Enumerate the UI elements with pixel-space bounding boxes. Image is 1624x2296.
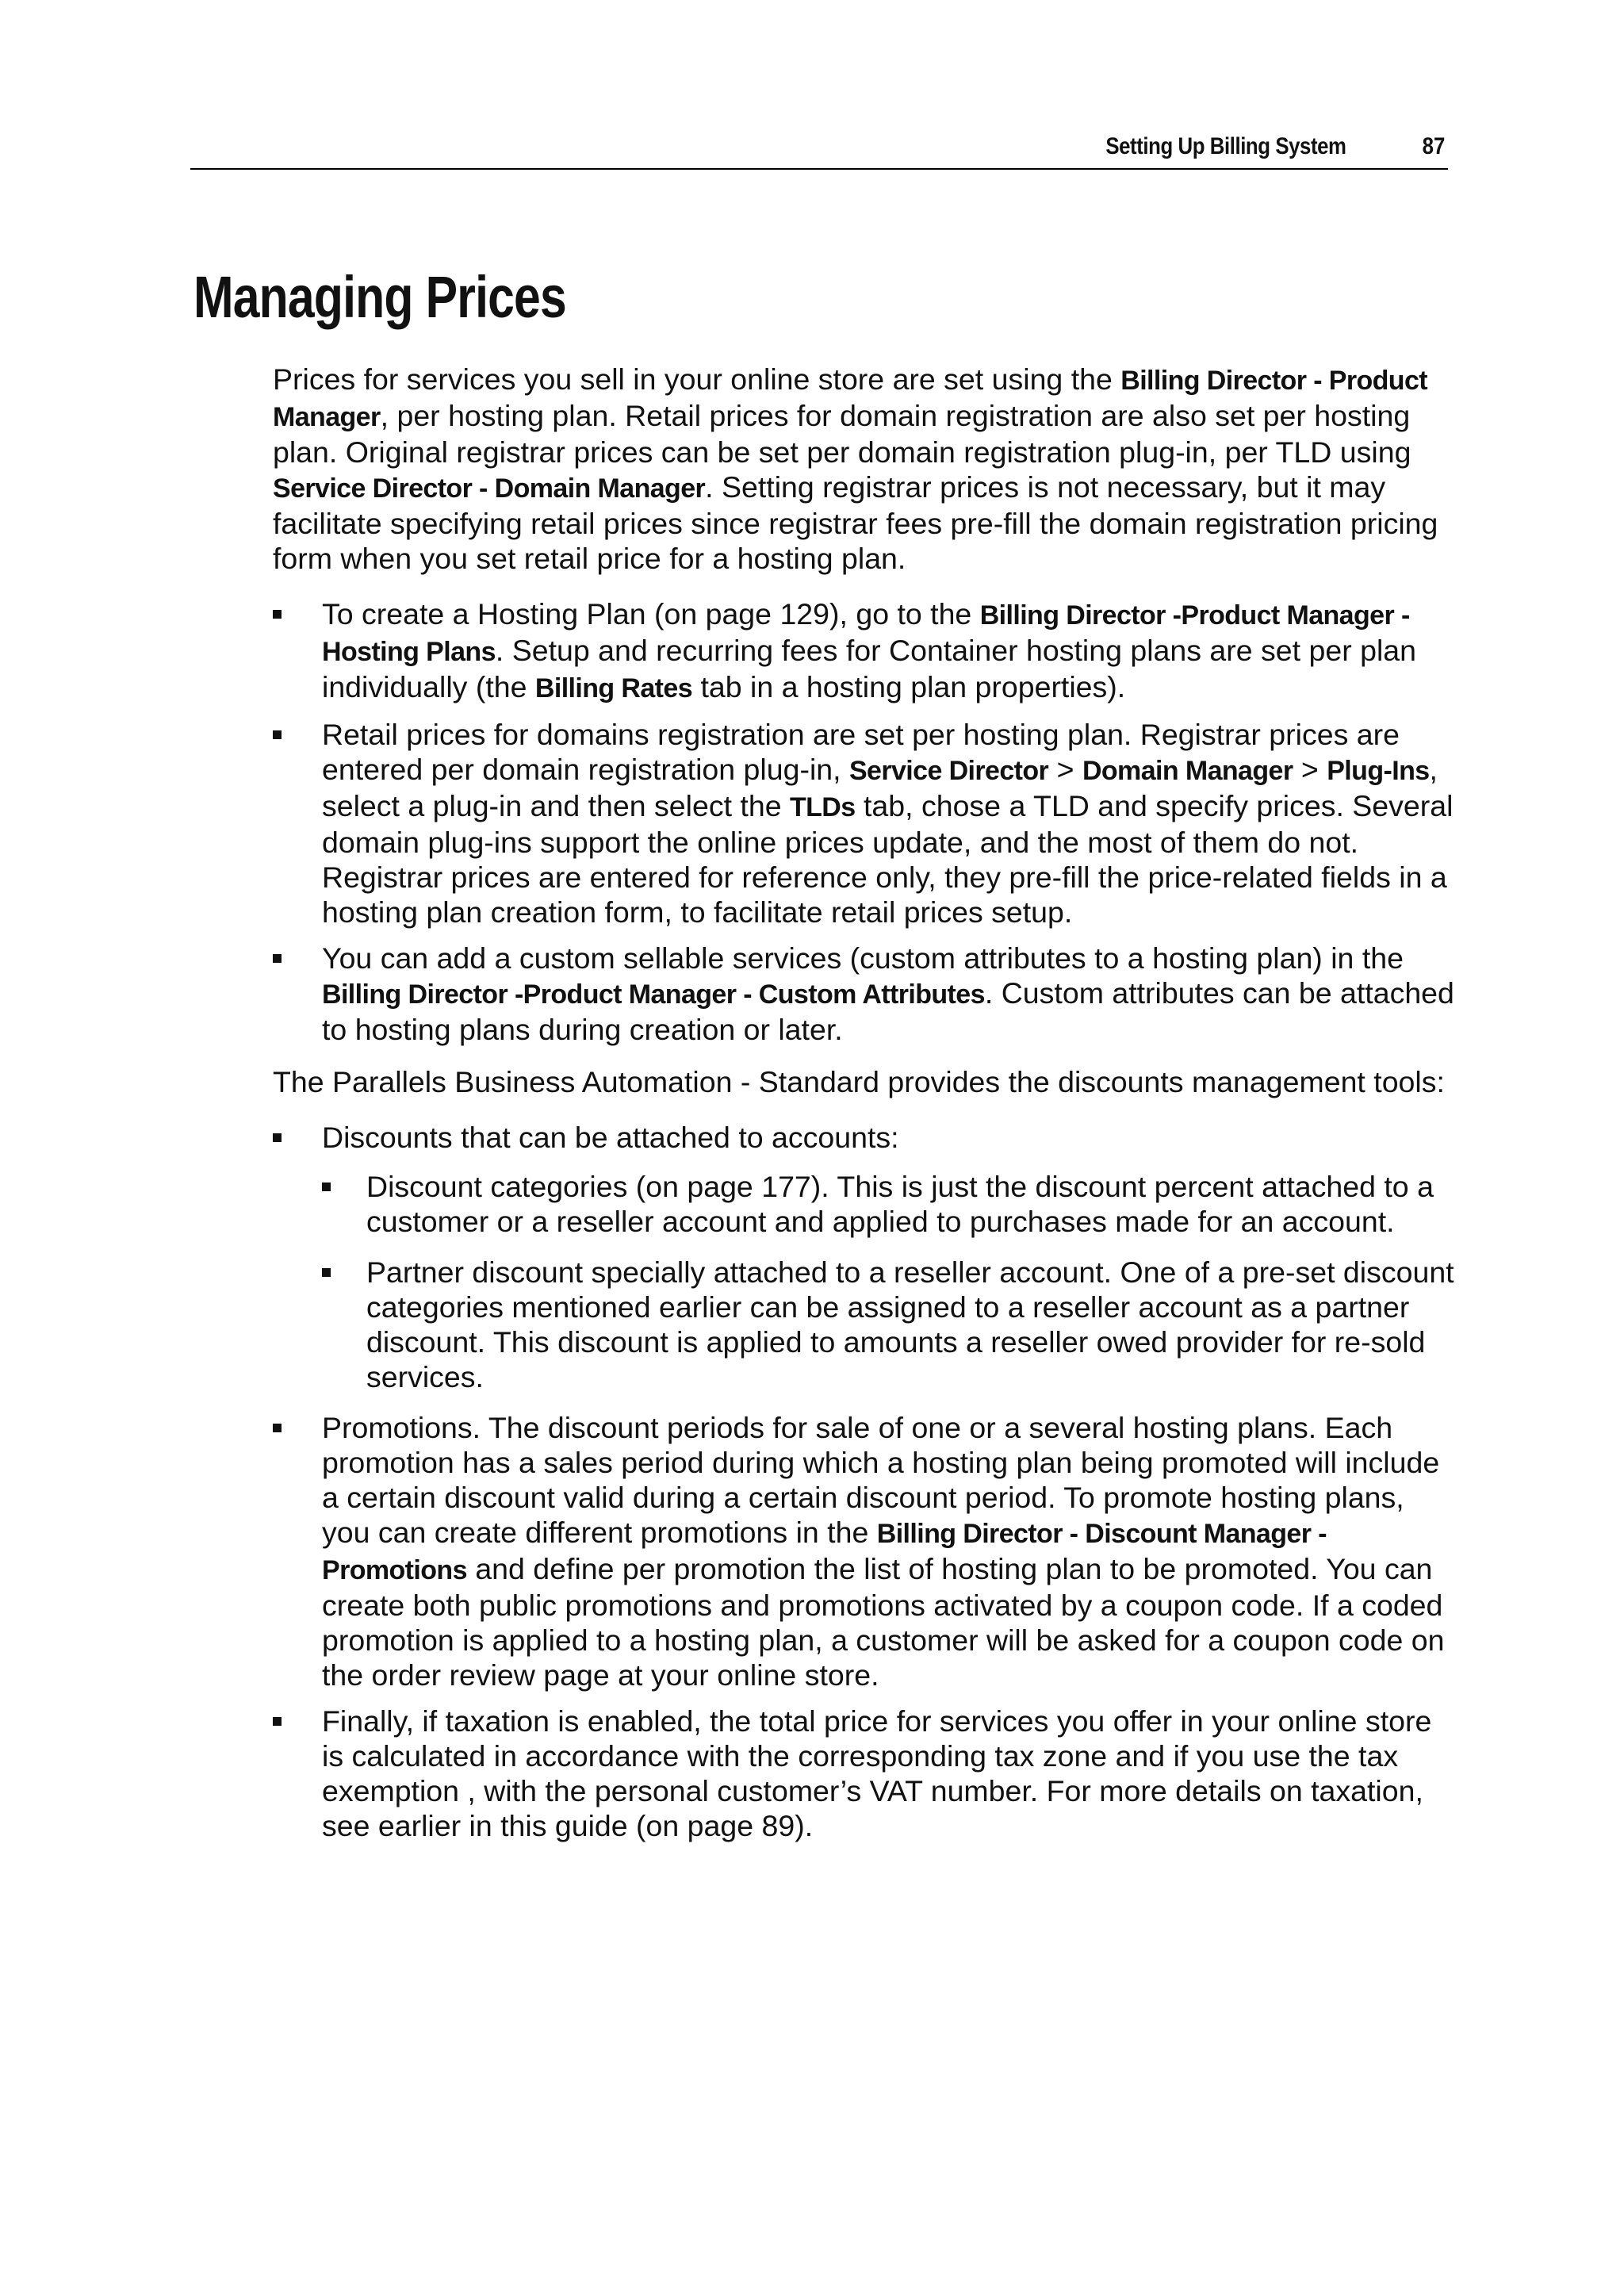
discount-types-sublist [322,1169,1454,1394]
running-header [190,133,1448,170]
list-item: Promotions. The discount periods for sale of one or a several hosting plans. Each promotion has a sales period during which a hosting plan being promoted will include a certain discount valid during a certain discount period. To promote hosting plans, you can create different promotions in the Billing Director - Discount Manager - Promotions and define per promotion the list of hosting plan to be promoted. You can create both public promotions and promotions activated by a coupon code. If a coded promotion is applied to a hosting plan, a customer will be asked for a coupon code on the order review page at your online store. [273,1410,1454,1692]
list-item: Discounts that can be attached to accounts: Discount categories (on page 177). This is just the discount percent attached to a customer or a reseller account and applied to purchases made for an account. Partner discount specially attached to a reseller account. One of a pre-set discount categories mentioned earlier can be assigned to a reseller account as a partner discount. This discount is applied to amounts a reseller owed provider for re-sold services. [273,1120,1454,1394]
body-content [273,362,1454,1861]
sublist-item: Partner discount specially attached to a reseller account. One of a pre-set discount categories mentioned earlier can be assigned to a reseller account as a partner discount. This discount is applied to amounts a reseller owed provider for re-sold services. [322,1255,1454,1394]
ui-path: Billing Director -Product Manager - Custom Attributes [322,979,985,1010]
ui-path: Billing Director -Product Manager - Hosting Plans [322,600,1410,667]
list-item: Retail prices for domains registration are set per hosting plan. Registrar prices are entered per domain registration plug-in, Service Director > Domain Manager > Plug-Ins, select a plug-in and then select the TLDs tab, chose a TLD and specify prices. Several domain plug-ins support the online prices update, and the most of them do not. Registrar prices are entered for reference only, they pre-fill the price-related fields in a hosting plan creation form, to facilitate retail prices setup. [273,717,1454,930]
bullet-icon [273,610,282,619]
page-title: Managing Prices [193,264,566,330]
bullet-icon [273,1424,282,1432]
running-header-section: Setting Up Billing System [1105,133,1346,159]
ui-path: Billing Director - Product Manager [273,366,1428,432]
bullet-icon [273,1717,282,1726]
ui-path: Plug-Ins [1327,756,1430,786]
intro-paragraph: Prices for services you sell in your online store are set using the Billing Director - Product Manager, per hosting plan. Retail prices for domain registration are also set per hosting plan. Original registrar prices can be set per domain registration plug-in, per TLD using Service Director - Domain Manager. Setting registrar prices is not necessary, but it may facilitate specifying retail prices since registrar fees pre-fill the domain registration pricing form when you set retail price for a hosting plan. [273,362,1438,575]
bullet-icon [273,954,282,963]
list-item: Finally, if taxation is enabled, the total price for services you offer in your online store is calculated in accordance with the corresponding tax zone and if you use the tax exemption , with the personal customer’s VAT number. For more details on taxation, see earlier in this guide (on page 89). [273,1704,1454,1843]
bullet-icon [273,1133,282,1142]
pricing-list [273,596,1454,1047]
bullet-icon [273,730,282,739]
ui-path: Service Director [848,756,1049,786]
ui-path: TLDs [789,792,856,822]
list-item: You can add a custom sellable services (custom attributes to a hosting plan) in the Billing Director -Product Manager - Custom Attributes. Custom attributes can be attached to hosting plans during creation or later. [273,941,1454,1047]
ui-path: Billing Rates [534,673,693,703]
ui-path: Service Director - Domain Manager [273,473,706,504]
page-number: 87 [1422,133,1445,159]
discounts-intro-paragraph: The Parallels Business Automation - Standard provides the discounts management tools: [273,1065,1445,1098]
sublist-item: Discount categories (on page 177). This is just the discount percent attached to a customer or a reseller account and applied to purchases made for an account. [322,1169,1454,1239]
list-item: To create a Hosting Plan (on page 129), go to the Billing Director -Product Manager - Hosting Plans. Setup and recurring fees for Container hosting plans are set per plan individually (the Billing Rates tab in a hosting plan properties). [273,596,1454,706]
ui-path: Domain Manager [1082,756,1293,786]
discounts-list [273,1120,1454,1843]
bullet-icon [322,1268,331,1277]
ui-path: Billing Director - Discount Manager - Promotions [322,1519,1327,1585]
bullet-icon [322,1182,331,1191]
